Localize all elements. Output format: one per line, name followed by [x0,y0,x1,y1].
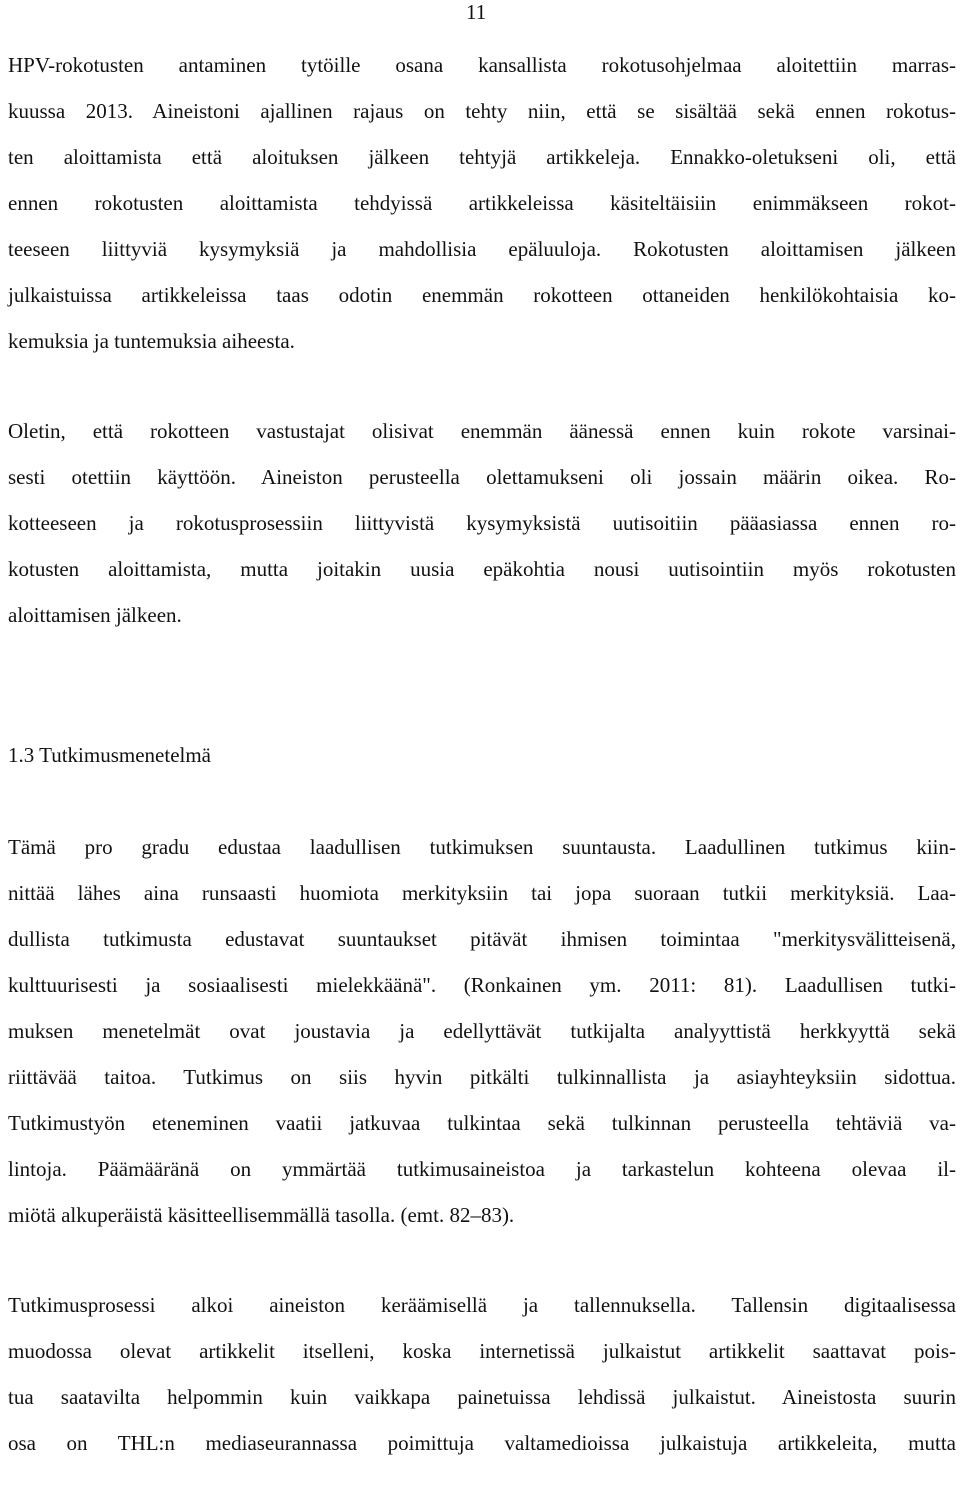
text-line: dullista tutkimusta edustavat suuntaukset pitävät ihmisen toimintaa "merkitysvälitteisenä, [8,927,956,951]
text-line: muodossa olevat artikkelit itselleni, koska internetissä julkaistut artikkelit saattavat pois- [8,1339,956,1363]
text-line: teeseen liittyviä kysymyksiä ja mahdollisia epäluuloja. Rokotusten aloittamisen jälkeen [8,237,956,261]
text-line: kulttuurisesti ja sosiaalisesti mielekkäänä". (Ronkainen ym. 2011: 81). Laadullisen tutki- [8,973,956,997]
page-number: 11 [466,0,487,24]
text-line: Tutkimustyön eteneminen vaatii jatkuvaa tulkintaa sekä tulkinnan perusteella tehtäviä va- [8,1111,956,1135]
text-line: Oletin, että rokotteen vastustajat olisivat enemmän äänessä ennen kuin rokote varsinai- [8,419,956,443]
text-line: tua saatavilta helpommin kuin vaikkapa painetuissa lehdissä julkaistut. Aineistosta suurin [8,1385,956,1409]
text-line: kemuksia ja tuntemuksia aiheesta. [8,329,295,353]
text-line: aloittamisen jälkeen. [8,603,182,627]
text-line: ten aloittamista että aloituksen jälkeen tehtyjä artikkeleja. Ennakko-oletukseni oli, että [8,145,956,169]
text-line: kotteeseen ja rokotusprosessiin liittyvistä kysymyksistä uutisoitiin pääasiassa ennen ro- [8,511,956,535]
text-line: kuussa 2013. Aineistoni ajallinen rajaus on tehty niin, että se sisältää sekä ennen rokotus- [8,99,956,123]
text-line: riittävää taitoa. Tutkimus on siis hyvin pitkälti tulkinnallista ja asiayhteyksiin sidottua. [8,1065,956,1089]
text-line: Tutkimusprosessi alkoi aineiston keräämisellä ja tallennuksella. Tallensin digitaalisessa [8,1293,956,1317]
text-line: Tämä pro gradu edustaa laadullisen tutkimuksen suuntausta. Laadullinen tutkimus kiin- [8,835,956,859]
text-line: HPV-rokotusten antaminen tytöille osana kansallista rokotusohjelmaa aloitettiin marras- [8,53,956,77]
text-line: osa on THL:n mediaseurannassa poimittuja valtamedioissa julkaistuja artikkeleita, mutta [8,1431,956,1455]
text-line: lintoja. Päämääränä on ymmärtää tutkimusaineistoa ja tarkastelun kohteena olevaa il- [8,1157,956,1181]
text-line: muksen menetelmät ovat joustavia ja edellyttävät tutkijalta analyyttistä herkkyyttä sekä [8,1019,956,1043]
text-line: sesti otettiin käyttöön. Aineiston perusteella olettamukseni oli jossain määrin oikea. Ro- [8,465,956,489]
text-line: julkaistuissa artikkeleissa taas odotin enemmän rokotteen ottaneiden henkilökohtaisia ko- [8,283,956,307]
text-line: miötä alkuperäistä käsitteellisemmällä tasolla. (emt. 82–83). [8,1203,515,1227]
section-heading: 1.3 Tutkimusmenetelmä [8,743,212,767]
text-line: ennen rokotusten aloittamista tehdyissä artikkeleissa käsiteltäisiin enimmäkseen rokot- [8,191,956,215]
text-line: kotusten aloittamista, mutta joitakin uusia epäkohtia nousi uutisointiin myös rokotusten [8,557,956,581]
text-line: nittää lähes aina runsaasti huomiota merkityksiin tai jopa suoraan tutkii merkityksiä. Laa- [8,881,956,905]
